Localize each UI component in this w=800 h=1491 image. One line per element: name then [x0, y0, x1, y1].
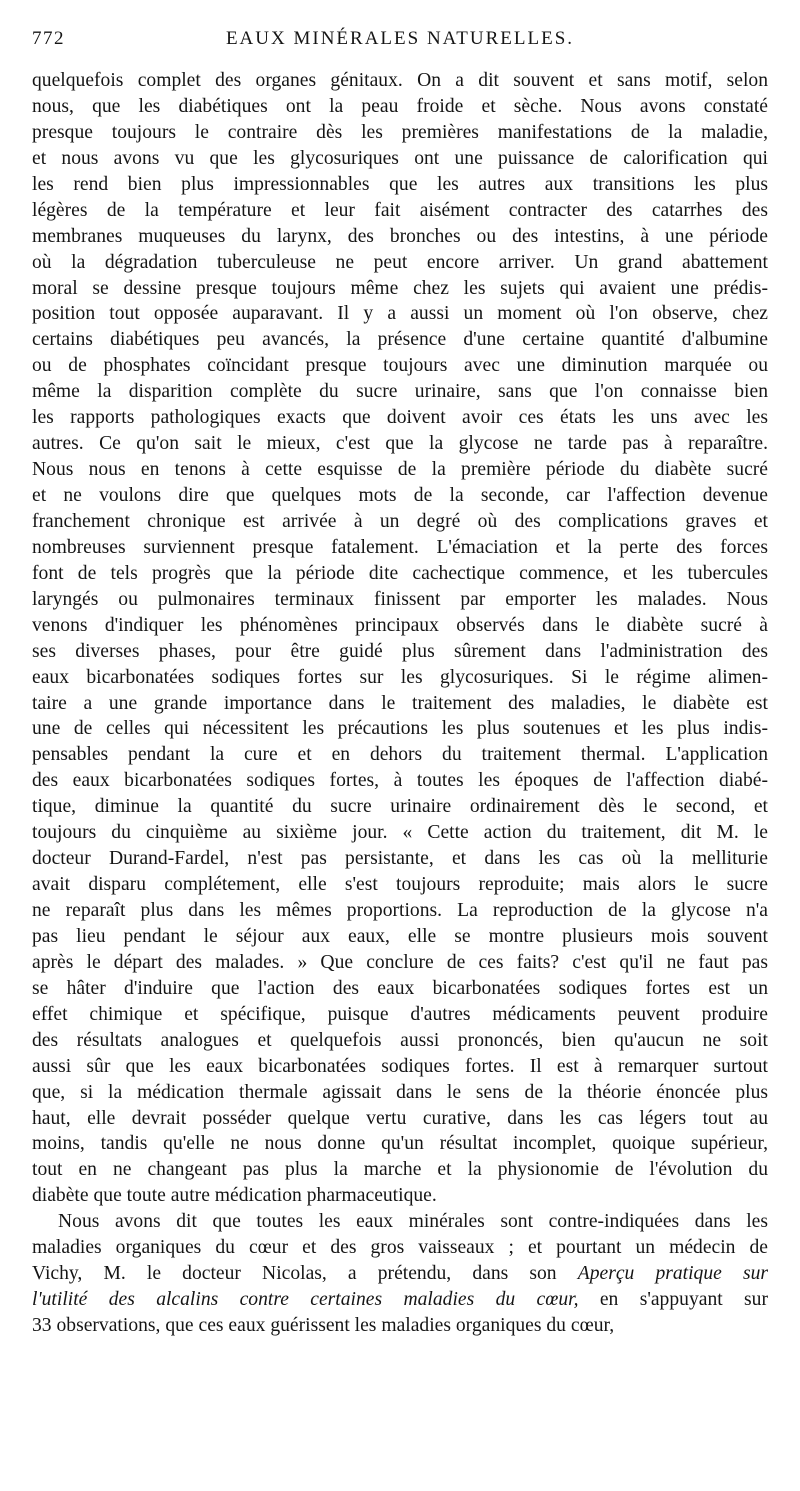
book-page [32, 28, 768, 1339]
text-line: Nous nous en tenons à cette esquisse de la première période du diabète sucré [32, 459, 768, 481]
text-line-start: Vichy, M. le docteur Nicolas, a prétendu, dans son [32, 1263, 557, 1285]
text-line-end: en s'appuyant sur [599, 1289, 768, 1311]
text-line: haut, elle devrait posséder quelque vertu curative, dans les cas légers tout au [32, 1107, 768, 1129]
paragraph [32, 68, 768, 1209]
text-line: pas lieu pendant le séjour aux eaux, elle se montre plusieurs mois souvent [32, 925, 768, 947]
text-line: avait disparu complétement, elle s'est toujours reproduite; mais alors le sucre [32, 874, 768, 896]
text-line [32, 1287, 768, 1313]
text-line: moins, tandis qu'elle ne nous donne qu'un résultat incomplet, quoique supérieur, [32, 1133, 768, 1155]
running-title: EAUX MINÉRALES NATURELLES. [225, 28, 575, 49]
text-line: font de tels progrès que la période dite cachectique commence, et les tubercules [32, 562, 768, 584]
text-line: et ne voulons dire que quelques mots de la seconde, car l'affection devenue [32, 485, 768, 506]
text-line: venons d'indiquer les phénomènes principaux observés dans le diabète sucré à [32, 614, 768, 636]
text-line: des résultats analogues et quelquefois aussi prononcés, bien qu'aucun ne soit [32, 1029, 768, 1051]
text-line: diabète que toute autre médication pharmaceutique. [32, 1185, 437, 1207]
paragraph [32, 1209, 768, 1339]
text-line: où la dégradation tuberculeuse ne peut encore arriver. Un grand abattement [32, 251, 768, 273]
text-line: les rapports pathologiques exacts que doivent avoir ces états les uns avec les [32, 407, 768, 429]
book-title-part1: Aperçu pratique sur [577, 1263, 769, 1285]
text-line: se hâter d'induire que l'action des eaux bicarbonatées sodiques fortes est un [32, 977, 768, 999]
page-number: 772 [32, 28, 65, 49]
text-line: position tout opposée auparavant. Il y a aussi un moment où l'on observe, chez [32, 303, 768, 325]
text-line: toujours du cinquième au sixième jour. « Cette action du traitement, dit M. le [32, 822, 768, 844]
text-line: franchement chronique est arrivée à un degré où des complications graves et [32, 510, 768, 532]
text-line: des eaux bicarbonatées sodiques fortes, à toutes les époques de l'affection diabé- [32, 770, 768, 792]
text-line: presque toujours le contraire dès les premières manifestations de la maladie, [32, 121, 768, 143]
text-line: et nous avons vu que les glycosuriques ont une puissance de calorification qui [32, 147, 768, 169]
text-line [32, 1261, 768, 1287]
text-line: une de celles qui nécessitent les précautions les plus soutenues et les plus indis- [32, 718, 768, 740]
text-line: autres. Ce qu'on sait le mieux, c'est que la glycose ne tarde pas à reparaître. [32, 433, 768, 455]
text-line: nous, que les diabétiques ont la peau froide et sèche. Nous avons constaté [32, 95, 768, 117]
book-title-part2: l'utilité des alcalins contre certaines maladies du cœur, [32, 1289, 579, 1311]
text-line: ou de phosphates coïncidant presque toujours avec une diminution marquée ou [32, 355, 768, 377]
text-line: taire a une grande importance dans le traitement des maladies, le diabète est [32, 692, 768, 714]
text-line: eaux bicarbonatées sodiques fortes sur les glycosuriques. Si le régime alimen- [32, 666, 768, 688]
text-line: tique, diminue la quantité du sucre urinaire ordinairement dès le second, et [32, 796, 768, 818]
text-line: laryngés ou pulmonaires terminaux finissent par emporter les malades. Nous [32, 588, 768, 610]
text-line: légères de la température et leur fait aisément contracter des catarrhes des [32, 199, 768, 221]
text-line: maladies organiques du cœur et des gros vaisseaux ; et pourtant un médecin de [32, 1237, 768, 1259]
text-line: Nous avons dit que toutes les eaux minérales sont contre-indiquées dans les [58, 1211, 768, 1233]
text-line: ne reparaît plus dans les mêmes proportions. La reproduction de la glycose n'a [32, 900, 768, 921]
text-line: effet chimique et spécifique, puisque d'autres médicaments peuvent produire [32, 1003, 768, 1025]
text-line: tout en ne changeant pas plus la marche et la physionomie de l'évolution du [32, 1159, 768, 1181]
text-line: aussi sûr que les eaux bicarbonatées sodiques fortes. Il est à remarquer surtout [32, 1055, 768, 1077]
text-line: certains diabétiques peu avancés, la présence d'une certaine quantité d'albumine [32, 329, 768, 351]
text-line: pensables pendant la cure et en dehors du traitement thermal. L'application [32, 744, 768, 766]
text-line: les rend bien plus impressionnables que les autres aux transitions les plus [32, 173, 768, 195]
text-line: même la disparition complète du sucre urinaire, sans que l'on connaisse bien [32, 381, 768, 403]
text-line: 33 observations, que ces eaux guérissent les maladies organiques du cœur, [32, 1315, 615, 1336]
text-line: nombreuses surviennent presque fatalement. L'émaciation et la perte des forces [32, 536, 768, 558]
text-line: après le départ des malades. » Que conclure de ces faits? c'est qu'il ne faut pas [32, 951, 768, 973]
body-text [32, 68, 768, 1339]
text-line: quelquefois complet des organes génitaux. On a dit souvent et sans motif, selon [32, 70, 768, 91]
text-line: moral se dessine presque toujours même chez les sujets qui avaient une prédis- [32, 277, 768, 299]
text-line: docteur Durand-Fardel, n'est pas persistante, et dans les cas où la melliturie [32, 848, 768, 870]
running-head [32, 28, 768, 56]
text-line: ses diverses phases, pour être guidé plus sûrement dans l'administration des [32, 640, 768, 662]
text-line: membranes muqueuses du larynx, des bronches ou des intestins, à une période [32, 225, 768, 247]
text-line: que, si la médication thermale agissait dans le sens de la théorie énoncée plus [32, 1081, 768, 1103]
